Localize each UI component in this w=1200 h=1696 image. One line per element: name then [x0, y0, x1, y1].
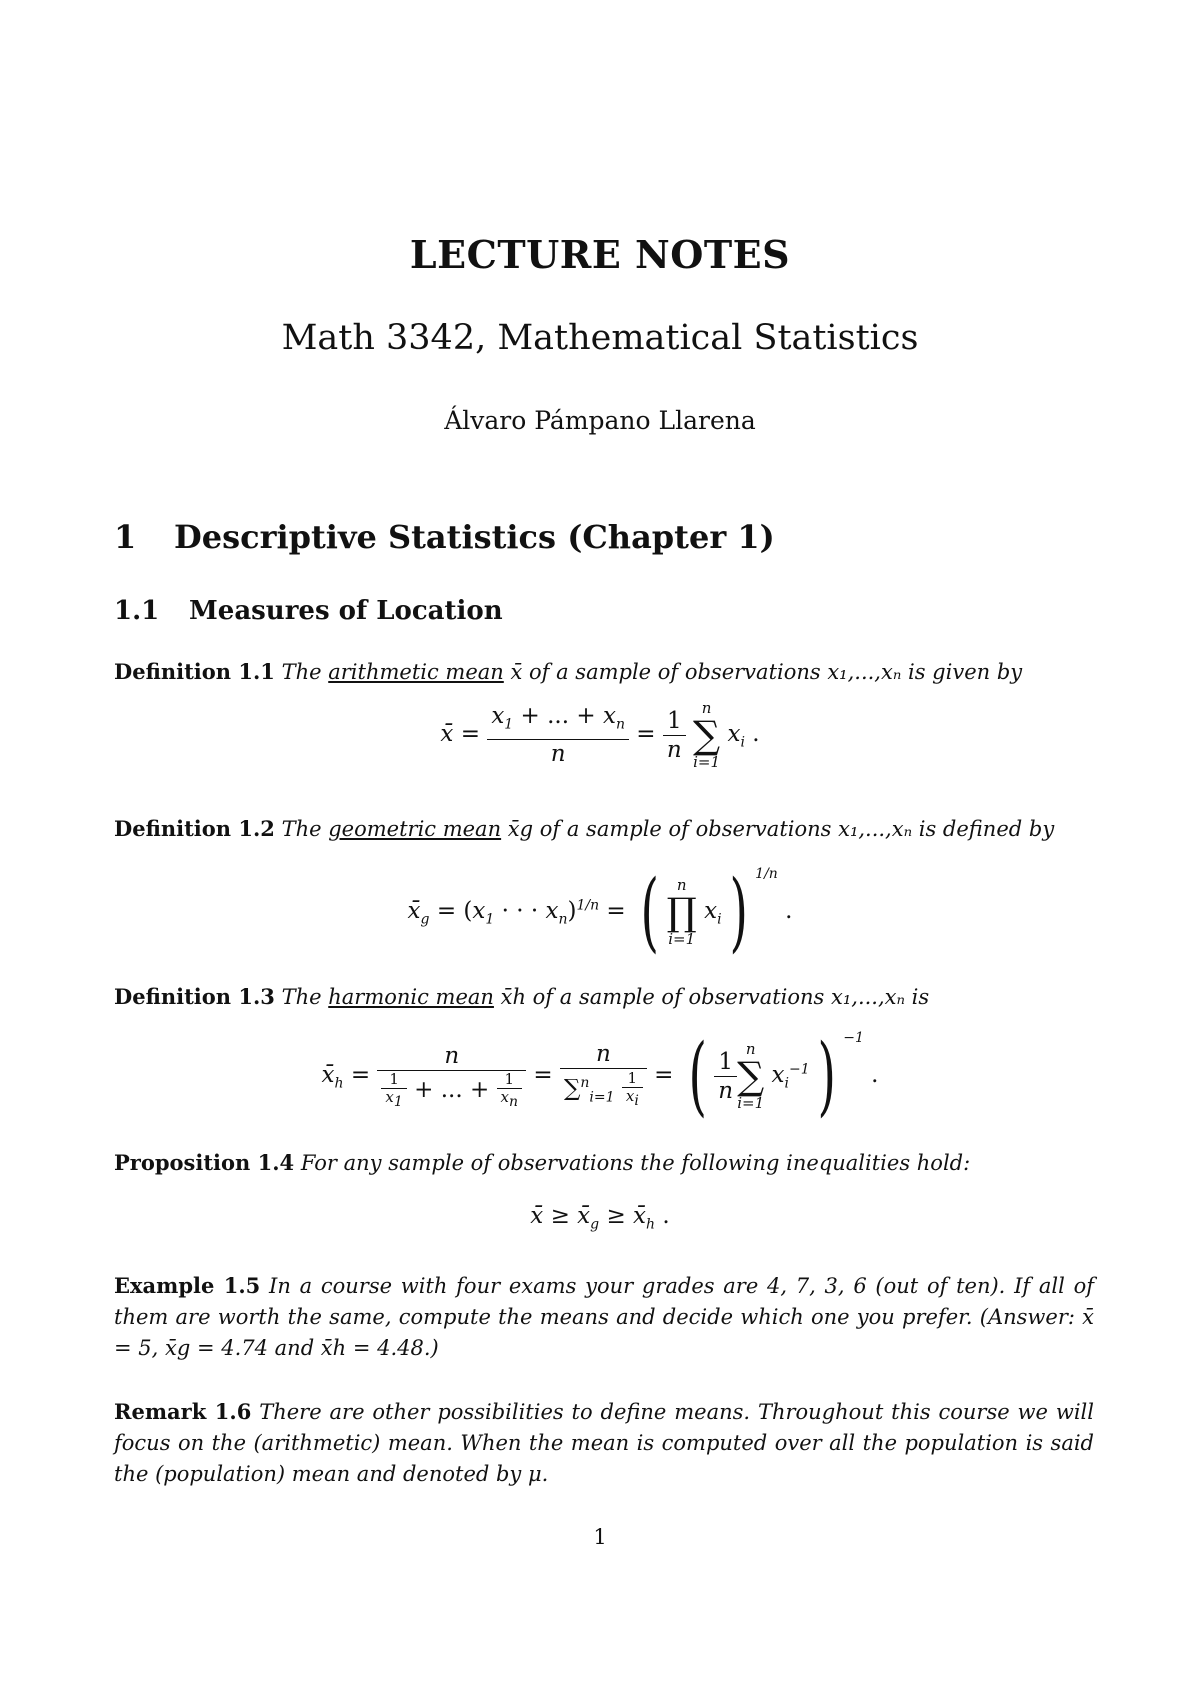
- subsection-number: 1.1: [114, 596, 160, 626]
- definition-label: Definition 1.1: [114, 659, 275, 684]
- arithmetic-mean-formula: x̄ = $\frac{x_1 + ... + x_n}{n}$ = $\frac{1}{n}$ n ∑ i=1 $x_i$ .: [440, 699, 760, 771]
- section-number: 1: [114, 518, 137, 556]
- proposition-text: For any sample of observations the following inequalities hold:: [300, 1151, 971, 1175]
- definition-text: x̄g of a sample of observations x₁,...,xₙ is defined by: [507, 817, 1055, 841]
- defined-term: geometric mean: [328, 817, 502, 841]
- document-title: LECTURE NOTES: [409, 232, 791, 277]
- definition-text: The: [281, 985, 322, 1009]
- definition-text: The: [281, 817, 322, 841]
- example-text: In a course with four exams your grades are 4, 7, 3, 6 (out of ten). If all of them are worth the same, compute the means and decide which one you prefer. (Answer: x̄ = 5, x̄g = 4.74 and x̄h = 4.48.): [114, 1274, 1094, 1360]
- page-number: 1: [593, 1525, 607, 1549]
- example-exam-grades: [114, 1270, 1094, 1364]
- defined-term: harmonic mean: [328, 985, 494, 1009]
- definition-label: Definition 1.3: [114, 984, 275, 1009]
- geometric-mean-formula: $x̄_g = (x_1$ · · · $x_n)^{1/n}$ = ( n ∏ i=1 $x_i$) $^{1/n}$ .: [407, 862, 793, 962]
- proposition-label: Proposition 1.4: [114, 1150, 295, 1175]
- definition-geometric-mean: [114, 813, 1094, 845]
- remark-label: Remark 1.6: [114, 1399, 252, 1424]
- definition-label: Definition 1.2: [114, 816, 275, 841]
- harmonic-mean-formula: $x̄_h$ = n $\frac{1}{x_1}$ + ... + $\frac{1}{x_n}$ = n ∑$^n_{i=1}$ $\frac{1}{x_i}$ = ( $\frac{1}{n}$ n ∑ i=1 $x_i^{-1}$) $^{-1}$ .: [321, 1026, 879, 1126]
- subsection-title: Measures of Location: [189, 596, 503, 626]
- section-title: Descriptive Statistics (Chapter 1): [174, 518, 775, 556]
- proposition-mean-inequality: [114, 1147, 1094, 1179]
- definition-harmonic-mean: [114, 981, 1094, 1013]
- remark-means: [114, 1396, 1094, 1490]
- definition-text: The: [281, 660, 322, 684]
- defined-term: arithmetic mean: [328, 660, 504, 684]
- definition-text: x̄ of a sample of observations x₁,...,xₙ is given by: [510, 660, 1023, 684]
- author-name: Álvaro Pámpano Llarena: [444, 406, 756, 435]
- mean-inequality-formula: x̄ ≥ $x̄_g$ ≥ $x̄_h$ .: [530, 1203, 670, 1233]
- example-label: Example 1.5: [114, 1273, 261, 1298]
- course-subtitle: Math 3342, Mathematical Statistics: [281, 318, 919, 358]
- remark-text: There are other possibilities to define means. Throughout this course we will focus on the (arithmetic) mean. When the mean is computed over all the population is said the (population) mean and denoted by μ.: [114, 1400, 1094, 1486]
- definition-arithmetic-mean: [114, 656, 1094, 688]
- definition-text: x̄h of a sample of observations x₁,...,xₙ is: [500, 985, 930, 1009]
- section-heading: [114, 518, 775, 556]
- subsection-heading: [114, 596, 503, 626]
